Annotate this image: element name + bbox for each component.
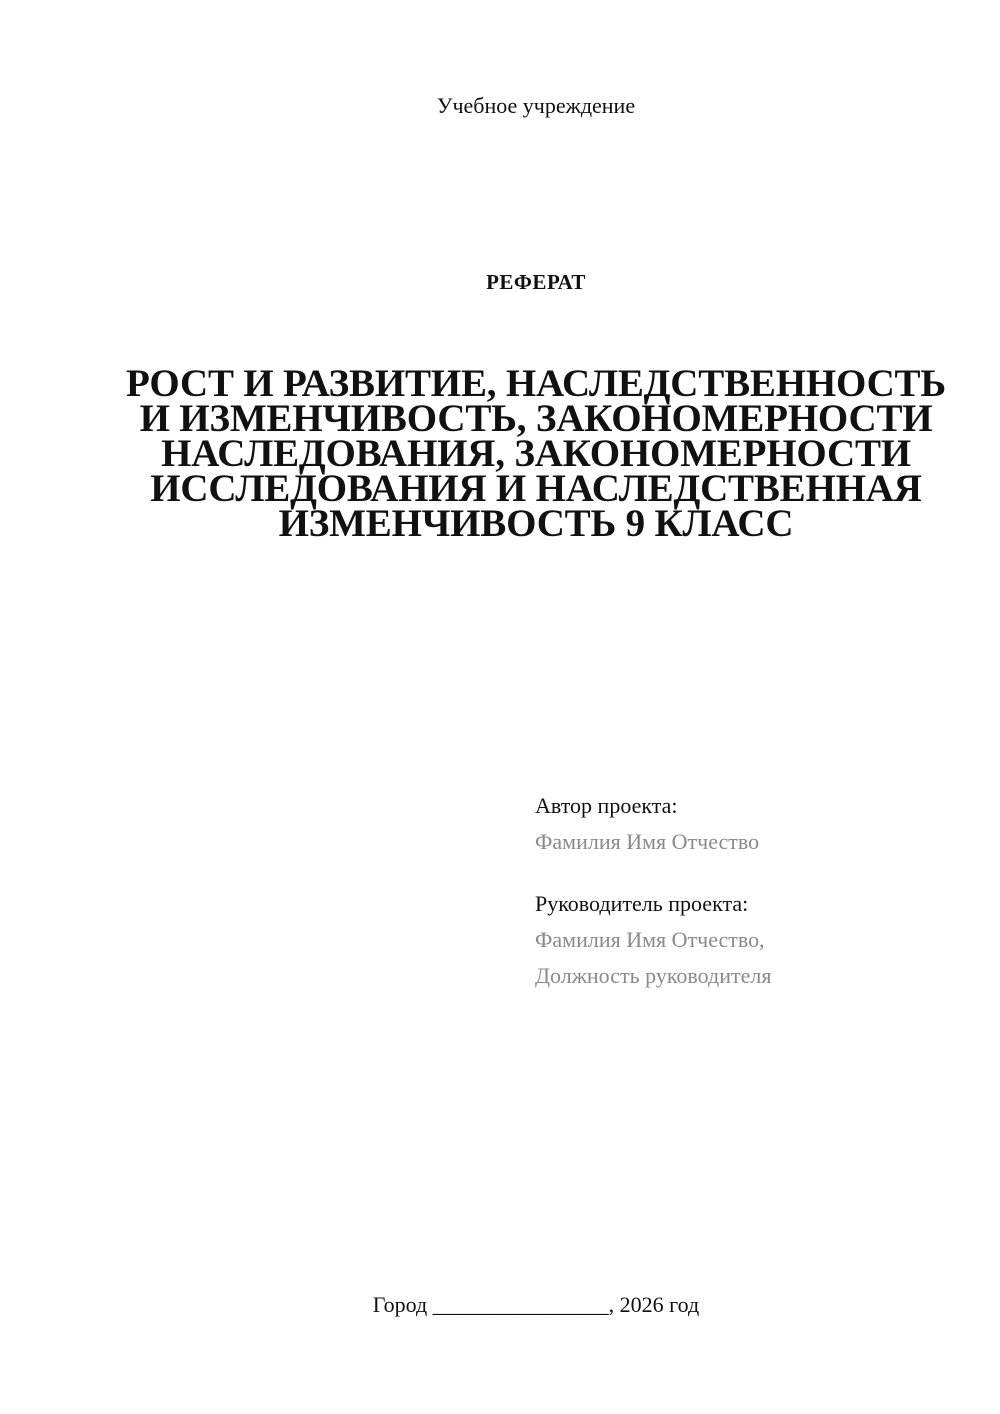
institution-name: Учебное учреждение [436,93,636,118]
credits-block [535,788,955,994]
supervisor-position: Должность руководителя [535,963,772,988]
city-year-line: Город ________________, 2026 год [372,1292,700,1317]
document-title: РОСТ И РАЗВИТИЕ, НАСЛЕДСТВЕННОСТЬ И ИЗМЕНЧИВОСТЬ, ЗАКОНОМЕРНОСТИ НАСЛЕДОВАНИЯ, ЗАКОНОМЕРНОСТИ ИССЛЕДОВАНИЯ И НАСЛЕДСТВЕННАЯ ИЗМЕНЧИВОСТЬ 9 КЛАСС [126,362,946,545]
credits-spacer [535,860,955,886]
document-type: РЕФЕРАТ [486,270,586,294]
author-label: Автор проекта: [535,793,678,818]
supervisor-label: Руководитель проекта: [535,891,749,916]
supervisor-name: Фамилия Имя Отчество, [535,927,765,952]
author-name: Фамилия Имя Отчество [535,829,760,854]
